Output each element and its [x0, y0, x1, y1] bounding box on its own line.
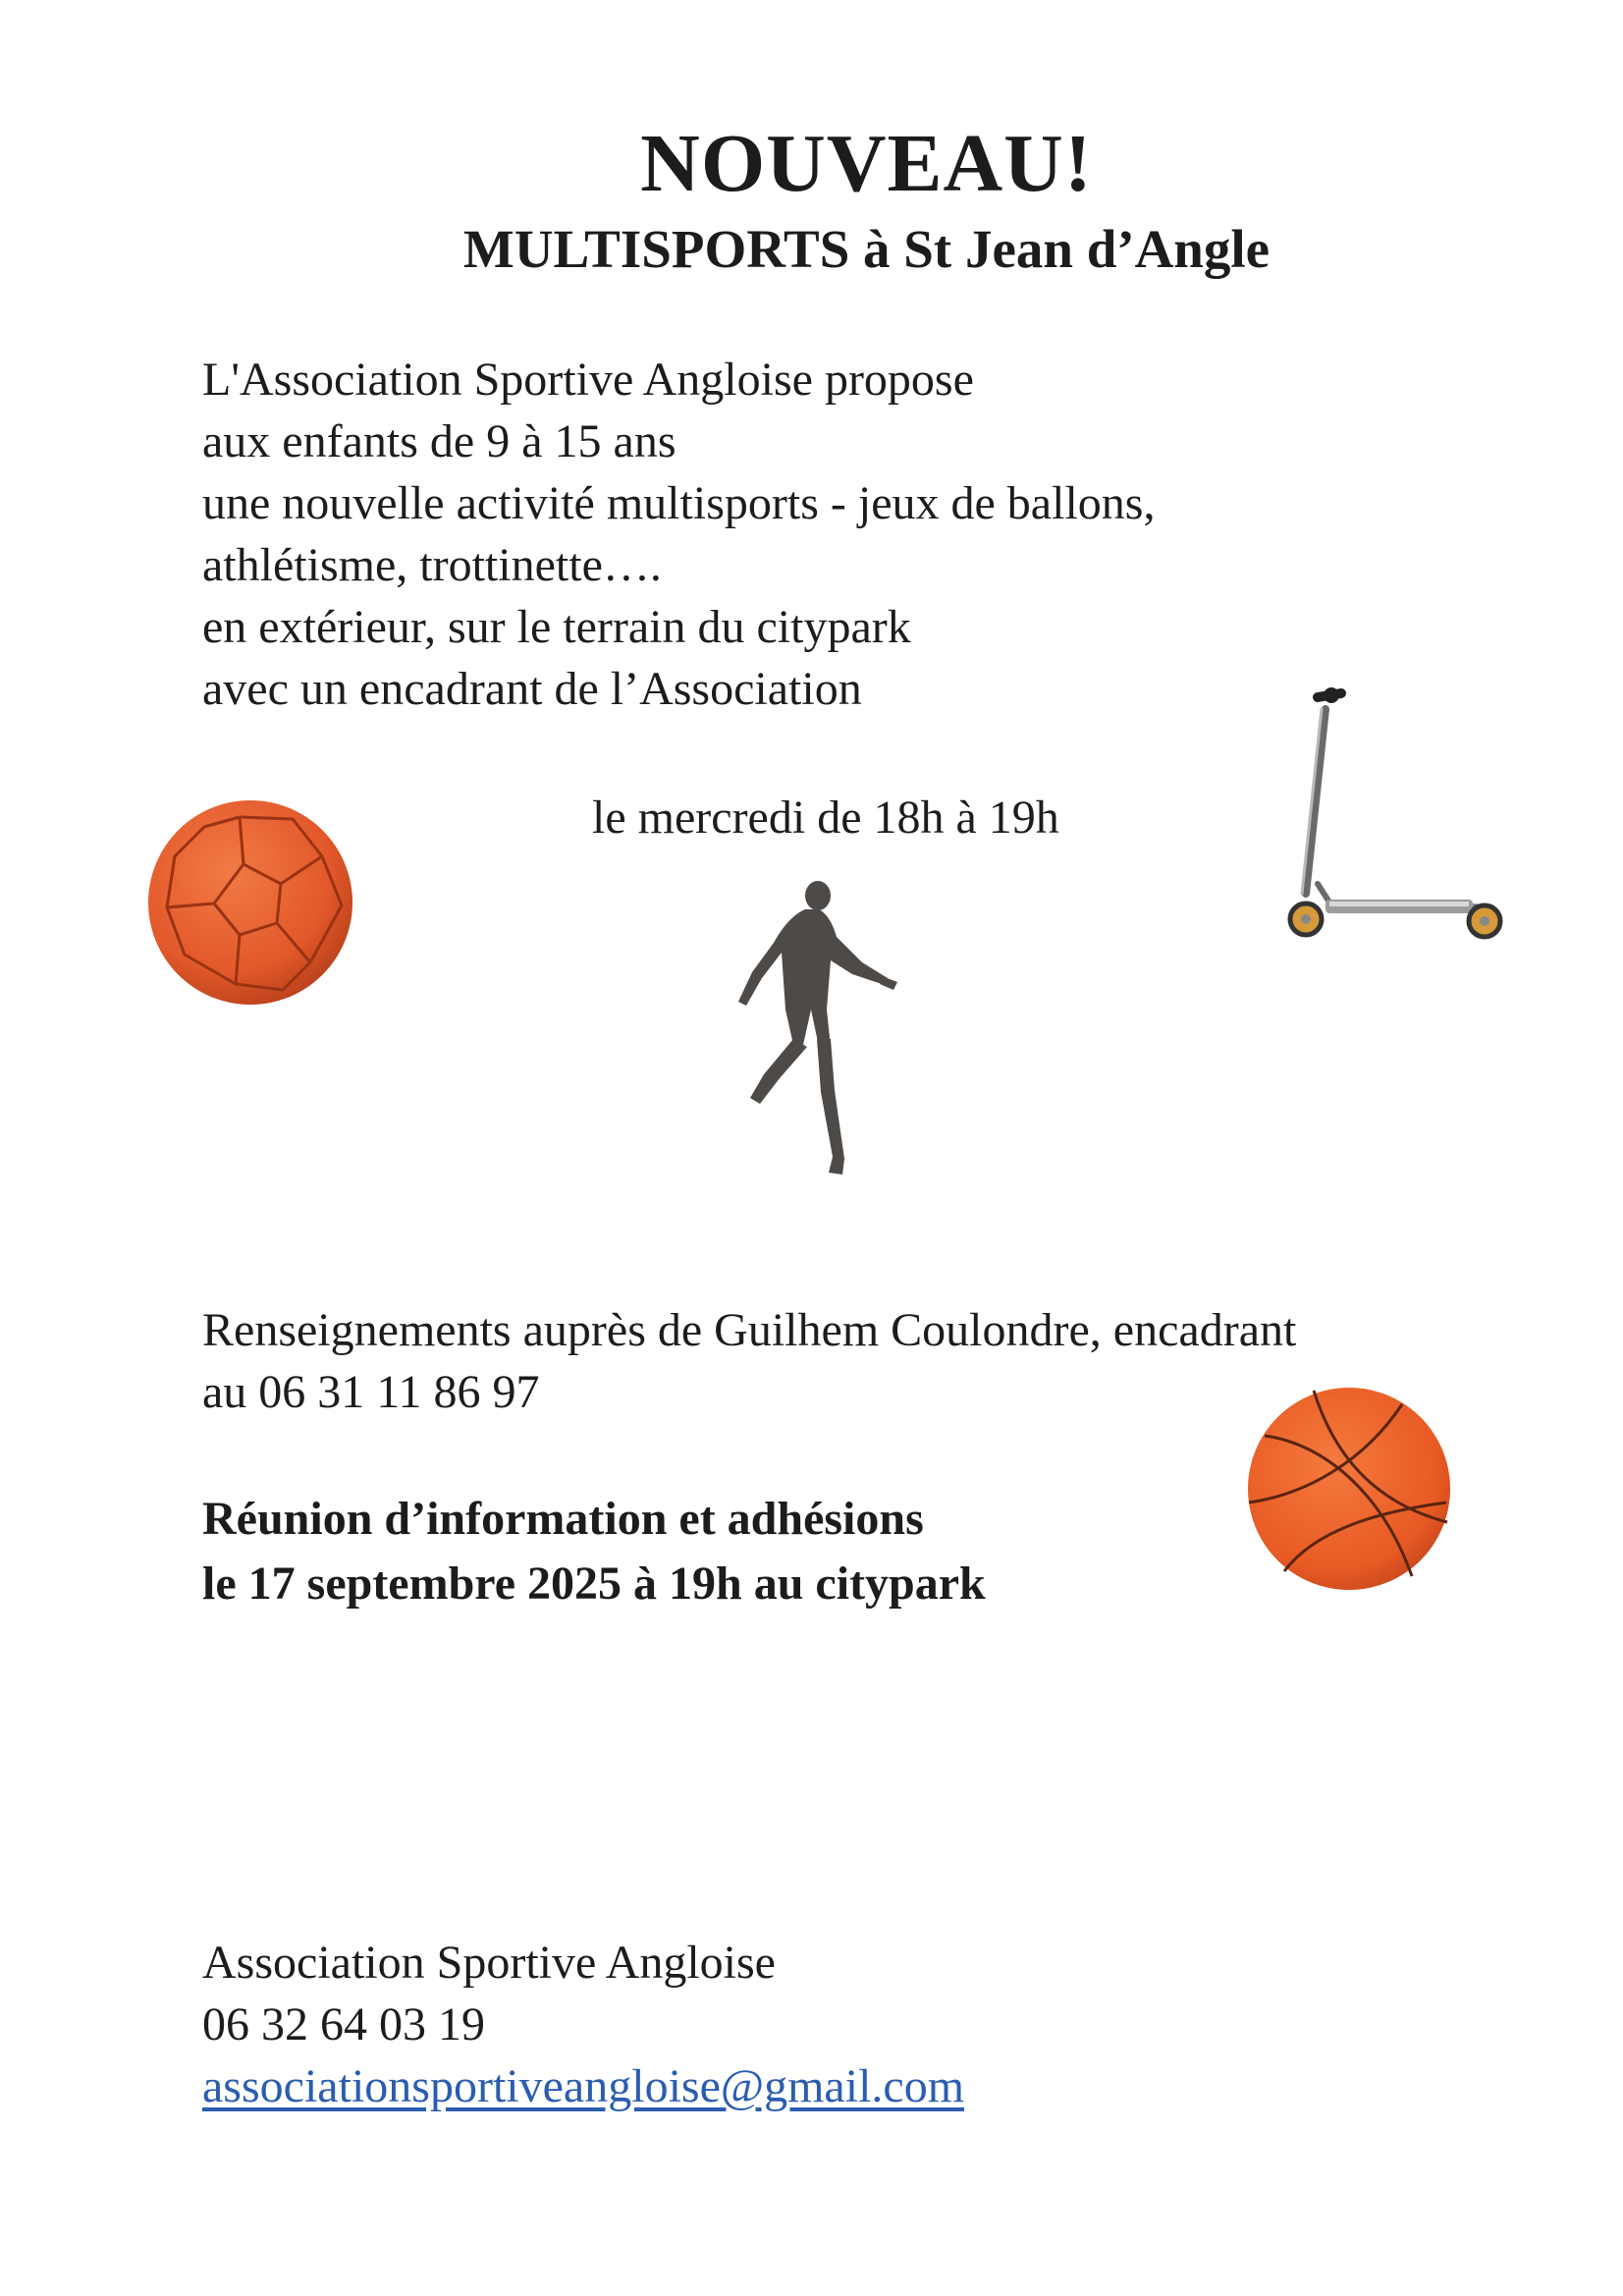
runner-silhouette — [725, 882, 911, 1176]
basketball-icon — [1245, 1385, 1453, 1593]
meeting-info — [202, 1487, 986, 1616]
intro-paragraph — [202, 349, 1155, 720]
intro-line: aux enfants de 9 à 15 ans — [202, 415, 676, 467]
meeting-title: Réunion d’information et adhésions — [202, 1493, 924, 1545]
handball-icon — [145, 797, 355, 1008]
intro-line: une nouvelle activité multisports - jeux de ballons, — [202, 477, 1156, 529]
organization-name: Association Sportive Angloise — [202, 1937, 776, 1989]
page-subtitle: MULTISPORTS à St Jean d’Angle — [462, 219, 1271, 279]
footer-contact — [202, 1932, 964, 2117]
intro-line: avec un encadrant de l’Association — [202, 663, 862, 715]
email-link[interactable]: associationsportiveangloise@gmail.com — [202, 2060, 965, 2112]
schedule-text: le mercredi de 18h à 19h — [592, 792, 1059, 844]
meeting-date: le 17 septembre 2025 à 19h au citypark — [202, 1558, 986, 1610]
contact-line: Renseignements auprès de Guilhem Coulondre, encadrant — [202, 1304, 1297, 1356]
scooter-icon — [1267, 687, 1522, 953]
intro-line: athlétisme, trottinette…. — [202, 539, 662, 591]
organization-phone: 06 32 64 03 19 — [202, 1998, 485, 2050]
contact-info — [202, 1299, 1296, 1423]
intro-line: en extérieur, sur le terrain du citypark — [202, 601, 911, 653]
page-title: NOUVEAU! — [640, 118, 1093, 209]
intro-line: L'Association Sportive Angloise propose — [202, 354, 974, 406]
contact-phone: au 06 31 11 86 97 — [202, 1366, 540, 1418]
